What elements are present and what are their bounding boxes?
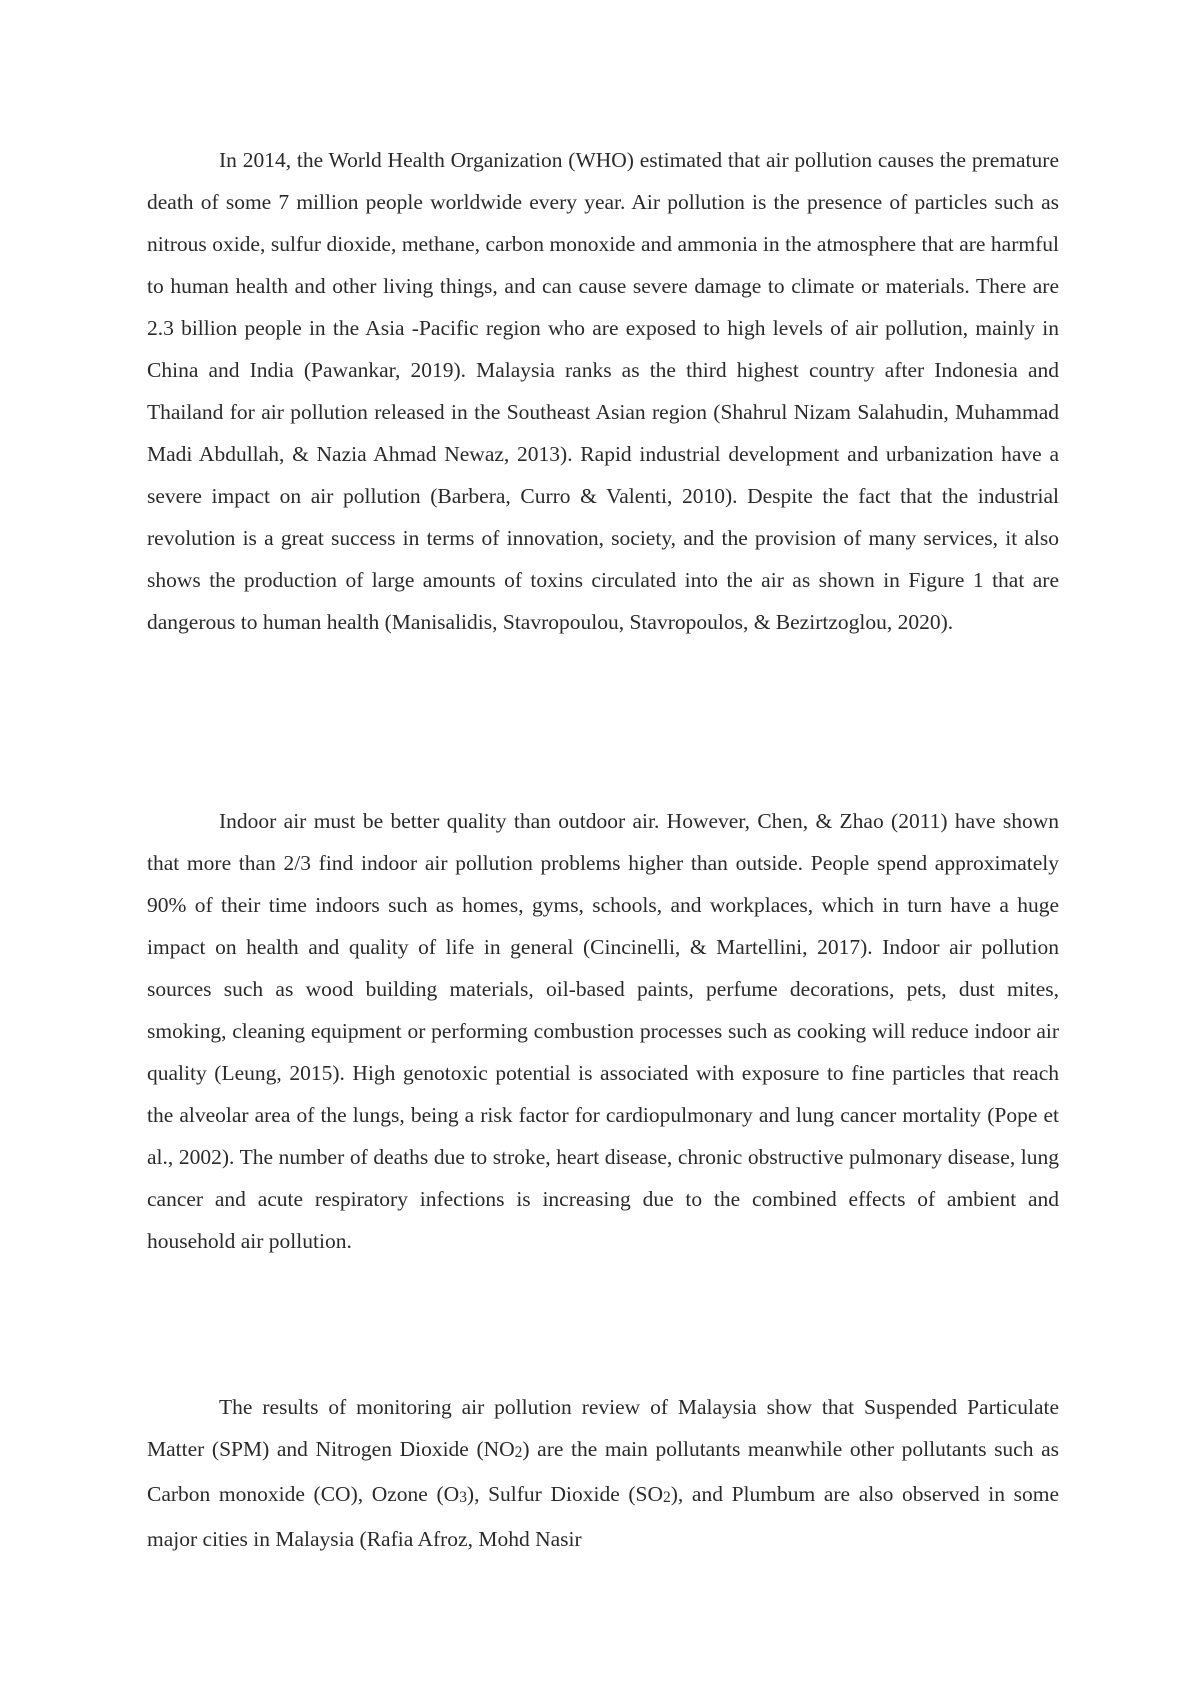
paragraph-3-text-part-1: The results of monitoring air pollution review of Malaysia show that Suspended Particulate Matter (SPM) and Nitrogen Dioxide (NO [147, 1395, 1059, 1461]
paragraph-3-text-part-2: ) are the main pollutants meanwhile other pollutants such as Carbon monoxide (CO), Ozone (O [147, 1437, 1059, 1506]
paragraph-2 [147, 800, 1059, 1262]
paragraph-3-text-part-4: ), and Plumbum are also observed in some major cities in Malaysia (Rafia Afroz, Mohd Nasir [147, 1482, 1059, 1551]
subscript-o3: 3 [459, 1488, 467, 1506]
paragraph-3-text-part-3: ), Sulfur Dioxide (SO [466, 1482, 664, 1506]
subscript-no2: 2 [514, 1443, 523, 1461]
paragraph-1 [147, 139, 1059, 643]
paragraph-1-text: In 2014, the World Health Organization (WHO) estimated that air pollution causes the premature death of some 7 million people worldwide every year. Air pollution is the presence of particles such as nitrous oxide, sulfur dioxide, methane, carbon monoxide and ammonia in the atmosphere that are harmful to human health and other living things, and can cause severe damage to climate or materials. There are 2.3 billion people in the Asia -Pacific region who are exposed to high levels of air pollution, mainly in China and India (Pawankar, 2019). Malaysia ranks as the third highest country after Indonesia and Thailand for air pollution released in the Southeast Asian region (Shahrul Nizam Salahudin, Muhammad Madi Abdullah, & Nazia Ahmad Newaz, 2013). Rapid industrial development and urbanization have a severe impact on air pollution (Barbera, Curro & Valenti, 2010). Despite the fact that the industrial revolution is a great success in terms of innovation, society, and the provision of many services, it also shows the production of large amounts of toxins circulated into the air as shown in Figure 1 that are dangerous to human health (Manisalidis, Stavropoulou, Stavropoulos, & Bezirtzoglou, 2020). [147, 148, 1059, 634]
paragraph-3 [147, 1386, 1059, 1560]
paragraph-2-text: Indoor air must be better quality than outdoor air. However, Chen, & Zhao (2011) have shown that more than 2/3 find indoor air pollution problems higher than outside. People spend approximately 90% of their time indoors such as homes, gyms, schools, and workplaces, which in turn have a huge impact on health and quality of life in general (Cincinelli, & Martellini, 2017). Indoor air pollution sources such as wood building materials, oil-based paints, perfume decorations, pets, dust mites, smoking, cleaning equipment or performing combustion processes such as cooking will reduce indoor air quality (Leung, 2015). High genotoxic potential is associated with exposure to fine particles that reach the alveolar area of the lungs, being a risk factor for cardiopulmonary and lung cancer mortality (Pope et al., 2002). The number of deaths due to stroke, heart disease, chronic obstructive pulmonary disease, lung cancer and acute respiratory infections is increasing due to the combined effects of ambient and household air pollution. [147, 809, 1059, 1253]
subscript-so2: 2 [663, 1488, 671, 1506]
